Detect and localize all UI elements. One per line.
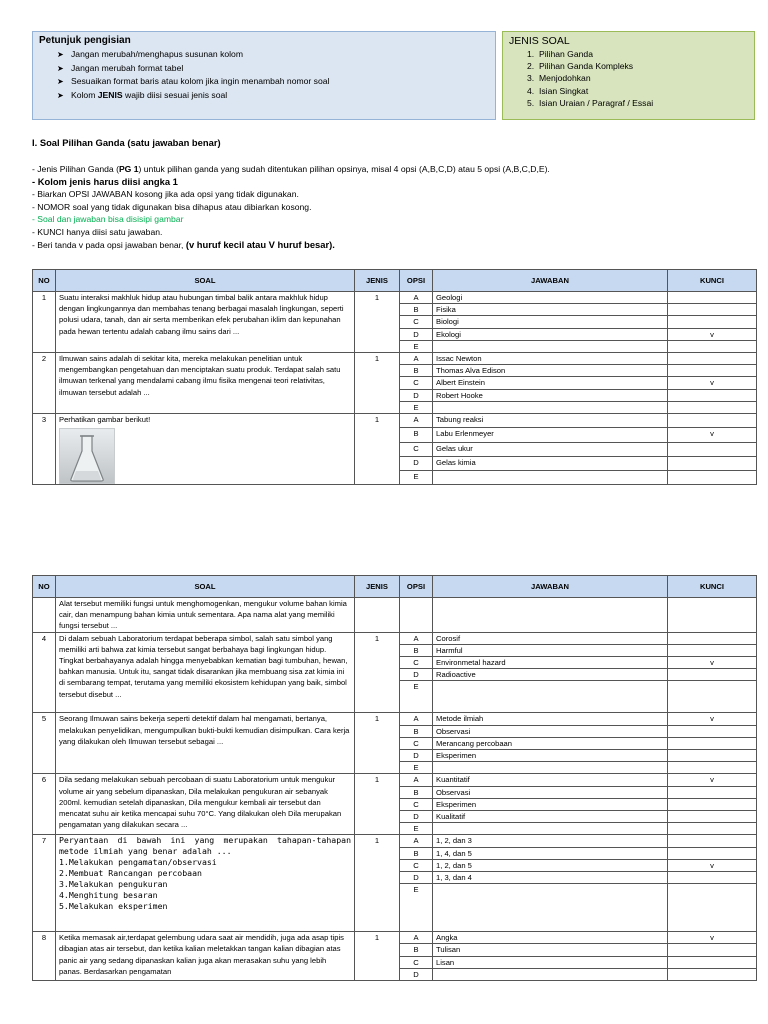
key-cell[interactable] <box>668 786 757 798</box>
section-title: I. Soal Pilihan Ganda (satu jawaban benar) <box>32 137 221 148</box>
flask-icon <box>67 433 107 483</box>
answer-cell[interactable]: Observasi <box>433 725 668 737</box>
answer-cell[interactable]: Environmetal hazard <box>433 657 668 669</box>
key-cell[interactable] <box>668 456 757 470</box>
option-letter: A <box>400 414 433 428</box>
option-letter: A <box>400 932 433 944</box>
option-letter: B <box>400 944 433 956</box>
answer-cell[interactable]: Biologi <box>433 316 668 328</box>
key-cell[interactable] <box>668 389 757 401</box>
erlenmeyer-flask-image <box>59 428 115 484</box>
key-cell[interactable] <box>668 798 757 810</box>
question-text[interactable]: Dila sedang melakukan sebuah percobaan di suatu Laboratorium untuk mengukur volume air yang sebelum dipanaskan, Dila melakukan pengukuran air sebanyak 200ml. kemudian setelah dipanaskan, Dila mengukur kembali air tersebut dan mencatat suhu air ketika mencapai suhu 70°C. Yang dilakukan oleh Dila merupakan pengamatan yang dilakukan secara ... <box>56 774 355 835</box>
answer-cell[interactable]: Albert Einstein <box>433 377 668 389</box>
question-text[interactable]: Ketika memasak air,terdapat gelembung udara saat air mendidih, juga ada asap tipis dibagian atas air tersebut, dan ketika kalian meletakkan tangan kalian dibagian atas panic air yang sedang dipanaskan kalian juga akan merasakan suhu yang lebih panas. Berdasarkan pengamatan <box>56 932 355 981</box>
answer-cell[interactable]: 1, 4, dan 5 <box>433 847 668 859</box>
petunjuk-title: Petunjuk pengisian <box>39 35 131 46</box>
option-letter: E <box>400 470 433 484</box>
question-table-1 <box>32 269 757 485</box>
key-cell[interactable] <box>668 401 757 413</box>
note-line: - Biarkan OPSI JAWABAN kosong jika ada opsi yang tidak digunakan. <box>32 189 299 200</box>
answer-cell[interactable]: Ekologi <box>433 328 668 340</box>
list-item: 5. Isian Uraian / Paragraf / Essai <box>527 97 654 108</box>
list-item: ➤ Jangan merubah format tabel <box>57 62 489 76</box>
table-row <box>33 774 757 786</box>
option-letter: B <box>400 847 433 859</box>
answer-cell[interactable] <box>433 968 668 980</box>
table-row <box>33 353 757 365</box>
header-jenis: JENIS <box>355 576 400 598</box>
answer-cell[interactable] <box>433 823 668 835</box>
option-letter: E <box>400 884 433 932</box>
key-cell[interactable] <box>668 442 757 456</box>
option-letter: C <box>400 657 433 669</box>
option-letter: B <box>400 725 433 737</box>
list-item: 2.Membuat Rancangan percobaan <box>59 868 202 879</box>
header-jawaban: JAWABAN <box>433 270 668 292</box>
header-no: NO <box>33 576 56 598</box>
question-text[interactable]: Di dalam sebuah Laboratorium terdapat beberapa simbol, salah satu simbol yang memiliki arti bahwa zat kimia tersebut sangat berbahaya bagi lingkungan hidup. Tingkat berbahayanya adalah hingga menyebabkan kematian bagi tumbuhan, hewan, bahkan manusia. Untuk itu, sangat tidak disarankan jika membuang sisa zat kimia ini di sembarang tempat, terutama yang memiliki ekosistem kehidupan yang baik, simbol tersebut disebut ... <box>56 632 355 713</box>
question-number: 6 <box>33 774 56 835</box>
key-cell[interactable] <box>668 681 757 713</box>
option-letter: E <box>400 340 433 352</box>
jenis-soal-box <box>502 31 755 120</box>
key-cell[interactable]: v <box>668 428 757 442</box>
key-cell[interactable] <box>668 750 757 762</box>
answer-cell[interactable] <box>433 762 668 774</box>
header-opsi: OPSI <box>400 270 433 292</box>
answer-cell[interactable] <box>433 681 668 713</box>
question-jenis[interactable]: 1 <box>355 774 400 835</box>
option-letter: A <box>400 835 433 847</box>
option-letter: D <box>400 669 433 681</box>
question-text[interactable]: Suatu interaksi makhluk hidup atau hubungan timbal balik antara makhluk hidup dengan lingkungannya dan membahas tenang berbagai masalah lingkungan, seperti polusi udara, tanah, dan air serta memberikan efek perubahan iklim dan kepunahan pada hewan tertentu adalah cabang ilmu sains dari ... <box>56 292 355 353</box>
option-letter: A <box>400 632 433 644</box>
key-cell[interactable] <box>668 823 757 835</box>
key-cell[interactable]: v <box>668 713 757 725</box>
key-cell[interactable] <box>668 762 757 774</box>
key-cell[interactable]: v <box>668 328 757 340</box>
option-letter: C <box>400 859 433 871</box>
answer-cell[interactable]: Thomas Alva Edison <box>433 365 668 377</box>
header-kunci: KUNCI <box>668 270 757 292</box>
question-jenis[interactable]: 1 <box>355 835 400 932</box>
key-cell[interactable] <box>668 835 757 847</box>
list-item: 1.Melakukan pengamatan/observasi <box>59 857 217 868</box>
answer-cell[interactable]: Eksperimen <box>433 798 668 810</box>
option-letter: D <box>400 872 433 884</box>
petunjuk-list <box>57 48 489 102</box>
option-letter: B <box>400 644 433 656</box>
table-row <box>33 713 757 725</box>
answer-cell[interactable]: Tulisan <box>433 944 668 956</box>
answer-cell[interactable]: Issac Newton <box>433 353 668 365</box>
key-cell[interactable] <box>668 956 757 968</box>
arrow-icon: ➤ <box>57 50 64 59</box>
key-cell[interactable] <box>668 292 757 304</box>
answer-cell[interactable] <box>433 884 668 932</box>
table-row <box>33 932 757 944</box>
key-cell[interactable] <box>668 968 757 980</box>
table-row <box>33 835 757 847</box>
question-jenis[interactable]: 1 <box>355 932 400 981</box>
question-text[interactable] <box>56 835 355 932</box>
option-letter: B <box>400 304 433 316</box>
question-number: 5 <box>33 713 56 774</box>
option-letter: E <box>400 681 433 713</box>
option-letter: C <box>400 316 433 328</box>
table-row <box>33 414 757 428</box>
list-item: 4.Menghitung besaran <box>59 890 158 901</box>
note-line: - Beri tanda v pada opsi jawaban benar, (v huruf kecil atau V huruf besar). <box>32 238 335 250</box>
notes <box>32 163 752 251</box>
note-line: - NOMOR soal yang tidak digunakan bisa dihapus atau dibiarkan kosong. <box>32 201 312 212</box>
petunjuk-box <box>32 31 496 120</box>
answer-cell[interactable]: Eksperimen <box>433 750 668 762</box>
list-item: ➤ Sesuaikan format baris atau kolom jika ingin menambah nomor soal <box>57 75 489 89</box>
option-letter: D <box>400 811 433 823</box>
option-letter: D <box>400 389 433 401</box>
option-letter: E <box>400 823 433 835</box>
question-jenis[interactable]: 1 <box>355 632 400 713</box>
note-line: - Kolom jenis harus diisi angka 1 <box>32 175 178 187</box>
option-letter: B <box>400 428 433 442</box>
question-number: 3 <box>33 414 56 485</box>
answer-cell[interactable]: Metode ilmiah <box>433 713 668 725</box>
option-letter: E <box>400 401 433 413</box>
option-letter: A <box>400 713 433 725</box>
key-cell[interactable] <box>668 365 757 377</box>
question-text[interactable]: Seorang Ilmuwan sains bekerja seperti detektif dalam hal mengamati, bertanya, melakukan penyelidikan, mengumpulkan bukti-bukti kemudian disimpulkan. Cara kerja yang dilakukan oleh Ilmuwan tersebut sebagai ... <box>56 713 355 774</box>
key-cell[interactable]: v <box>668 932 757 944</box>
answer-cell[interactable]: 1, 2, dan 5 <box>433 859 668 871</box>
header-jawaban: JAWABAN <box>433 576 668 598</box>
arrow-icon: ➤ <box>57 63 64 73</box>
question-table-2 <box>32 575 757 981</box>
answer-cell[interactable] <box>433 470 668 484</box>
option-letter: D <box>400 968 433 980</box>
key-cell[interactable] <box>668 644 757 656</box>
list-item: 5.Melakukan eksperimen <box>59 901 168 912</box>
option-letter: A <box>400 774 433 786</box>
answer-cell[interactable]: Harmful <box>433 644 668 656</box>
answer-cell[interactable]: Tabung reaksi <box>433 414 668 428</box>
answer-cell[interactable]: Geologi <box>433 292 668 304</box>
question-jenis[interactable]: 1 <box>355 353 400 414</box>
key-cell[interactable] <box>668 944 757 956</box>
key-cell[interactable]: v <box>668 657 757 669</box>
header-soal: SOAL <box>56 270 355 292</box>
option-letter: A <box>400 292 433 304</box>
note-line: - KUNCI hanya diisi satu jawaban. <box>32 226 163 237</box>
question-number: 1 <box>33 292 56 353</box>
table-header-row <box>33 576 757 598</box>
answer-cell[interactable]: Kuantitatif <box>433 774 668 786</box>
question-text[interactable]: Ilmuwan sains adalah di sekitar kita, mereka melakukan penelitian untuk mengembangkan pengetahuan dan menciptakan suatu produk. Terdapat salah satu ilmuwan terkenal yang mendalami cabang ilmu fisika mengenai teori relativitas, ilmuwan tersebut adalah ... <box>56 353 355 414</box>
jenis-soal-list <box>527 48 748 109</box>
table-row <box>33 632 757 644</box>
list-item: 4. Isian Singkat <box>527 85 589 96</box>
answer-cell[interactable]: Labu Erlenmeyer <box>433 428 668 442</box>
key-cell[interactable] <box>668 737 757 749</box>
answer-cell[interactable]: Angka <box>433 932 668 944</box>
question-text[interactable] <box>56 414 355 485</box>
option-letter: D <box>400 328 433 340</box>
jenis-soal-title: JENIS SOAL <box>509 35 570 47</box>
option-letter: D <box>400 750 433 762</box>
header-soal: SOAL <box>56 576 355 598</box>
option-letter: B <box>400 365 433 377</box>
list-item: ➤ Jangan merubah/menghapus susunan kolom <box>57 48 489 62</box>
question-text-line: Perhatikan gambar berikut! <box>59 415 151 425</box>
key-cell[interactable] <box>668 725 757 737</box>
option-letter: D <box>400 456 433 470</box>
list-item: 3.Melakukan pengukuran <box>59 879 168 890</box>
question-number <box>33 598 56 633</box>
question-number: 4 <box>33 632 56 713</box>
answer-cell[interactable] <box>433 401 668 413</box>
answer-cell[interactable]: 1, 3, dan 4 <box>433 872 668 884</box>
table-row <box>33 292 757 304</box>
note-line: - Jenis Pilihan Ganda (PG 1) untuk pilihan ganda yang sudah ditentukan pilihan opsinya, misal 4 opsi (A,B,C,D) atau 5 opsi (A,B,C,D,E). <box>32 164 550 174</box>
option-letter: C <box>400 377 433 389</box>
header-no: NO <box>33 270 56 292</box>
key-cell[interactable] <box>668 304 757 316</box>
option-letter: C <box>400 956 433 968</box>
question-intro: Peryantaan di bawah ini yang merupakan tahapan-tahapan metode ilmiah yang benar adalah ... <box>59 835 351 857</box>
key-cell[interactable] <box>668 884 757 932</box>
key-cell[interactable] <box>668 340 757 352</box>
key-cell[interactable]: v <box>668 377 757 389</box>
answer-cell[interactable]: Corosif <box>433 632 668 644</box>
answer-cell[interactable]: Gelas kimia <box>433 456 668 470</box>
note-line: - Soal dan jawaban bisa disisipi gambar <box>32 214 184 225</box>
key-cell[interactable] <box>668 414 757 428</box>
key-cell[interactable] <box>668 470 757 484</box>
table-header-row <box>33 270 757 292</box>
arrow-icon: ➤ <box>57 77 64 86</box>
option-letter: C <box>400 798 433 810</box>
answer-cell[interactable] <box>433 598 668 633</box>
answer-cell[interactable]: 1, 2, dan 3 <box>433 835 668 847</box>
key-cell[interactable] <box>668 353 757 365</box>
key-cell[interactable] <box>668 316 757 328</box>
key-cell[interactable] <box>668 669 757 681</box>
option-letter <box>400 598 433 633</box>
answer-cell[interactable]: Robert Hooke <box>433 389 668 401</box>
key-cell[interactable]: v <box>668 859 757 871</box>
answer-cell[interactable] <box>433 340 668 352</box>
answer-cell[interactable]: Merancang percobaan <box>433 737 668 749</box>
question-jenis[interactable]: 1 <box>355 414 400 485</box>
table-row <box>33 598 757 633</box>
list-item: 3. Menjodohkan <box>527 73 591 84</box>
option-letter: C <box>400 737 433 749</box>
header-jenis: JENIS <box>355 270 400 292</box>
option-letter: A <box>400 353 433 365</box>
arrow-icon: ➤ <box>57 90 64 100</box>
answer-cell[interactable]: Gelas ukur <box>433 442 668 456</box>
header-kunci: KUNCI <box>668 576 757 598</box>
key-cell[interactable] <box>668 811 757 823</box>
key-cell[interactable] <box>668 872 757 884</box>
option-letter: E <box>400 762 433 774</box>
question-number: 2 <box>33 353 56 414</box>
key-cell[interactable] <box>668 598 757 633</box>
answer-cell[interactable]: Lisan <box>433 956 668 968</box>
question-jenis[interactable]: 1 <box>355 713 400 774</box>
question-text[interactable]: Alat tersebut memiliki fungsi untuk menghomogenkan, mengukur volume bahan kimia cair, dan menampung bahan kimia untuk sementara. Apa nama alat yang memiliki fungsi tersebut ... <box>56 598 355 633</box>
question-number: 7 <box>33 835 56 932</box>
key-cell[interactable] <box>668 632 757 644</box>
answer-cell[interactable]: Kualitatif <box>433 811 668 823</box>
header-opsi: OPSI <box>400 576 433 598</box>
key-cell[interactable] <box>668 847 757 859</box>
option-letter: B <box>400 786 433 798</box>
option-letter: C <box>400 442 433 456</box>
key-cell[interactable]: v <box>668 774 757 786</box>
answer-cell[interactable]: Observasi <box>433 786 668 798</box>
question-number: 8 <box>33 932 56 981</box>
question-jenis[interactable] <box>355 598 400 633</box>
list-item: 1. Pilihan Ganda <box>527 49 593 59</box>
list-item: ➤ Kolom JENIS wajib diisi sesuai jenis soal <box>57 89 489 103</box>
answer-cell[interactable]: Fisika <box>433 304 668 316</box>
answer-cell[interactable]: Radioactive <box>433 669 668 681</box>
list-item: 2. Pilihan Ganda Kompleks <box>527 61 634 72</box>
question-jenis[interactable]: 1 <box>355 292 400 353</box>
